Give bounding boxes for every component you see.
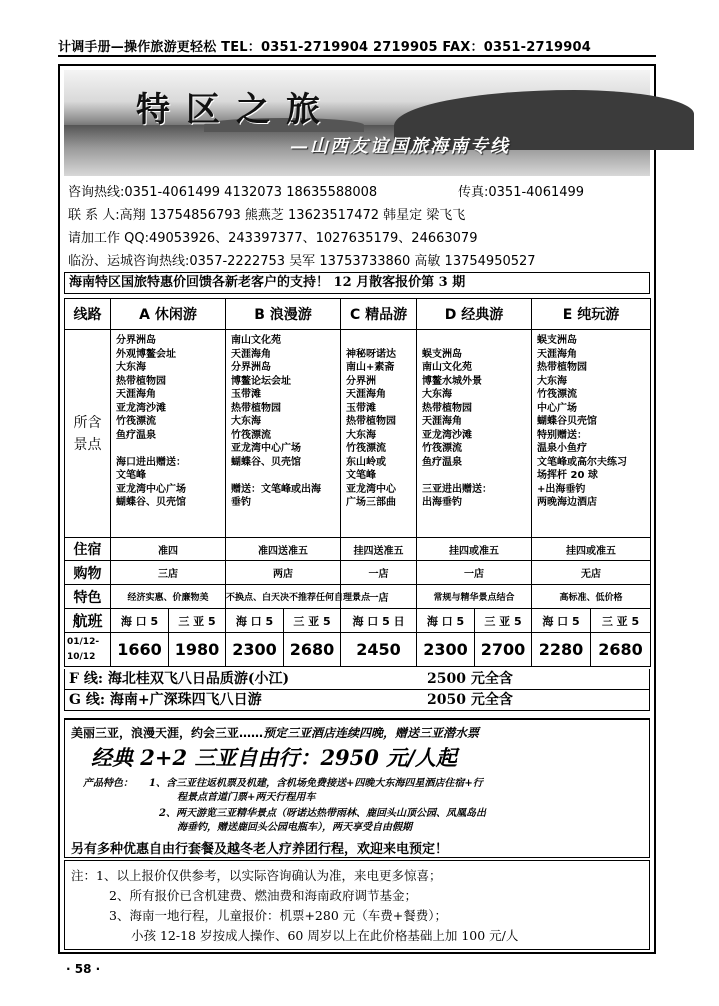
spot-item: 博鳌水城外景: [422, 375, 483, 387]
route-g-price: 2050 元全含: [427, 692, 513, 708]
dep-a1: 海 口 5: [111, 609, 169, 633]
spot-item: 热带植物园: [346, 416, 397, 427]
spots-row: [65, 330, 651, 538]
notes-box: [64, 860, 650, 950]
promo-other: 另有多种优惠自由行套餐及越冬老人疗养团行程，欢迎来电预定！: [71, 842, 449, 857]
spot-item: 鱼疗温泉: [116, 429, 156, 441]
route-table: [64, 298, 651, 667]
spot-item: 大东海: [422, 389, 453, 400]
banner-subtitle: —山西友谊国旅海南专线: [290, 136, 510, 157]
header-rule: [58, 55, 656, 57]
spots-b: [226, 330, 341, 538]
spot-item: 大东海: [537, 375, 568, 387]
shopping-b: 两店: [226, 561, 341, 585]
route-g-label: G 线: 海南+广深珠四飞八日游: [69, 692, 262, 708]
route-e: E 纯玩游: [532, 299, 651, 330]
price-d1: 2300: [417, 633, 475, 667]
shopping-label: 购物: [65, 561, 111, 585]
route-header-row: [65, 299, 651, 330]
spot-item: 天涯海角: [231, 348, 271, 360]
feature-label: 特色: [65, 585, 111, 609]
promo-feature-1a: 1、含三亚往返机票及机建，含机场免费接送+四晚大东海四星酒店住宿+行: [149, 778, 483, 789]
spot-item: 赠送：文笔峰或出海: [231, 483, 321, 495]
contact-transport: 临汾、运城咨询热线:0357-2222753 吴军 13753733860 高敏 13754950527: [68, 254, 536, 269]
spot-item: 文笔峰或高尔夫练习: [537, 456, 628, 468]
spot-item: 天涯海角: [346, 389, 387, 400]
contact-qq: 请加工作 QQ:49053926、243397377、1027635179、24663079: [68, 231, 478, 246]
spot-item: 竹筏漂流: [422, 443, 463, 454]
spot-item: 竹筏漂流: [346, 443, 387, 454]
spot-item: 热带植物园: [537, 362, 588, 373]
note-1: 注：1、以上报价仅供参考，以实际咨询确认为准，来电更多惊喜；: [71, 868, 442, 883]
shopping-a: 三店: [111, 561, 226, 585]
route-f-price: 2500 元全含: [427, 671, 513, 687]
spot-item: 蜈支洲岛: [537, 335, 578, 346]
spot-item: 天涯海角: [537, 348, 578, 360]
spot-item: 热带植物园: [231, 402, 281, 414]
price-d2: 2700: [475, 633, 532, 667]
ad-frame: [58, 64, 656, 954]
lodging-b: 准四送准五: [226, 538, 341, 561]
spot-item: 热带植物园: [116, 375, 166, 387]
feature-b: 不换点、白天决不推荐任何自理景点: [226, 585, 341, 609]
spot-item: 亚龙湾中心: [346, 483, 397, 495]
feature-d: 常规与精华景点结合: [417, 585, 532, 609]
shopping-c: 一店: [341, 561, 417, 585]
dep-e2: 三 亚 5: [591, 609, 651, 633]
dep-d2: 三 亚 5: [475, 609, 532, 633]
spot-item: 天涯海角: [116, 389, 156, 400]
promo-feature-1b: 程景点首道门票+两天行程用车: [177, 792, 316, 803]
spot-item: 亚龙湾沙滩: [422, 429, 473, 441]
spot-item: 海口进出赠送：: [116, 456, 186, 468]
lodging-label: 住宿: [65, 538, 111, 561]
spot-item: 三亚进出赠送：: [422, 483, 493, 495]
spot-item: 场挥杆 20 球: [537, 470, 598, 481]
feature-a: 经济实惠、价廉物美: [111, 585, 226, 609]
spot-item: 南山文化苑: [422, 362, 473, 373]
spot-item: 南山+素斋: [346, 362, 395, 373]
route-g: [64, 690, 650, 711]
price-a1: 1660: [111, 633, 169, 667]
spot-item: 亚龙湾沙滩: [116, 402, 166, 414]
spot-item: 中心广场: [537, 402, 578, 414]
note-3: 3、海南一地行程，儿童报价：机票+280 元（车费+餐费）；: [109, 908, 447, 923]
promo-feature-title: 产品特色：: [83, 778, 133, 789]
dep-d1: 海 口 5: [417, 609, 475, 633]
promo-line1-text: 美丽三亚，浪漫天涯，约会三亚……: [71, 726, 264, 740]
spot-item: 大东海: [231, 416, 261, 427]
price-e1: 2280: [532, 633, 591, 667]
promo-box: [64, 718, 650, 858]
spot-item: 玉带滩: [231, 389, 261, 400]
date-end: 10/12: [67, 651, 96, 662]
lodging-row: [65, 538, 651, 561]
spot-item: 竹筏漂流: [116, 416, 156, 427]
spot-item: 竹筏漂流: [231, 429, 271, 441]
lodging-c: 挂四送准五: [341, 538, 417, 561]
price-b2: 2680: [284, 633, 341, 667]
spot-item: 大东海: [116, 362, 146, 373]
lodging-d: 挂四或准五: [417, 538, 532, 561]
spot-item: 蝴蝶谷、贝壳馆: [231, 456, 301, 468]
spot-item: 竹筏漂流: [537, 389, 578, 400]
spot-item: 分界洲岛: [231, 362, 271, 373]
header-line: 计调手册—操作旅游更轻松 TEL：0351-2719904 2719905 FAX：0351-2719904: [58, 40, 591, 55]
spot-item: 垂钓: [231, 497, 251, 508]
route-a: A 休闲游: [111, 299, 226, 330]
feature-c: 一店: [341, 585, 417, 609]
shopping-e: 无店: [532, 561, 651, 585]
spots-label-2: 景点: [73, 436, 102, 453]
page-number: · 58 ·: [66, 962, 101, 976]
spot-item: 南山文化苑: [231, 335, 281, 346]
route-d: D 经典游: [417, 299, 532, 330]
spot-item: 天涯海角: [422, 416, 463, 427]
spots-label: [65, 330, 111, 538]
date-range: [65, 633, 111, 667]
spot-item: 鱼疗温泉: [422, 456, 463, 468]
spots-e: [532, 330, 651, 538]
dep-b1: 海 口 5: [226, 609, 284, 633]
spot-item: 广场三部曲: [346, 497, 397, 508]
spot-item: 博鳌论坛会址: [231, 375, 291, 387]
spot-item: 大东海: [346, 429, 377, 441]
spot-item: 蝴蝶谷贝壳馆: [537, 416, 598, 427]
spot-item: 蝴蝶谷、贝壳馆: [116, 497, 186, 508]
spot-item: +出海垂钓: [537, 483, 586, 495]
spot-item: 分界洲岛: [116, 335, 156, 346]
lodging-e: 挂四或准五: [532, 538, 651, 561]
notice-bar: 海南特区国旅特惠价回馈各新老客户的支持！ 12 月散客报价第 3 期: [64, 272, 650, 294]
spot-item: 温泉小鱼疗: [537, 443, 588, 454]
spot-item: 出海垂钓: [422, 497, 463, 508]
promo-headline: 经典 2+2 三亚自由行：2950 元/人起: [91, 745, 457, 770]
price-a2: 1980: [169, 633, 226, 667]
spot-item: 外观博鳌会址: [116, 348, 176, 360]
dep-c1: 海 口 5 日: [341, 609, 417, 633]
promo-line1-offer: 预定三亚酒店连续四晚，赠送三亚潜水票: [263, 726, 480, 740]
flight-label: 航班: [65, 609, 111, 633]
note-2: 2、所有报价已含机建费、燃油费和海南政府调节基金；: [109, 888, 417, 903]
route-c: C 精品游: [341, 299, 417, 330]
spot-item: 东山岭或: [346, 456, 387, 468]
banner: [64, 70, 650, 176]
spot-item: 热带植物园: [422, 402, 473, 414]
departure-row: [65, 609, 651, 633]
promo-feature-2b: 海垂钓，赠送鹿回头公园电瓶车），两天享受自由假期: [177, 822, 412, 833]
price-row: [65, 633, 651, 667]
promo-line1: [71, 724, 479, 741]
dep-e1: 海 口 5: [532, 609, 591, 633]
route-f: [64, 669, 650, 690]
spots-label-1: 所含: [73, 414, 102, 431]
spot-item: 亚龙湾中心广场: [116, 483, 186, 495]
price-e2: 2680: [591, 633, 651, 667]
spot-item: 文笔峰: [346, 470, 377, 481]
dep-a2: 三 亚 5: [169, 609, 226, 633]
contact-hotline: 咨询热线:0351-4061499 4132073 18635588008: [68, 185, 378, 200]
spot-item: 特别赠送：: [537, 429, 588, 441]
spot-item: 亚龙湾中心广场: [231, 443, 301, 454]
contact-people: 联 系 人:高翔 13754856793 熊燕芝 13623517472 韩星定 梁飞飞: [68, 208, 466, 223]
spots-d: [417, 330, 532, 538]
spots-a: [111, 330, 226, 538]
shopping-d: 一店: [417, 561, 532, 585]
feature-row: [65, 585, 651, 609]
route-f-label: F 线: 海北桂双飞八日品质游(小江): [69, 671, 290, 687]
price-c1: 2450: [341, 633, 417, 667]
contact-fax: 传真:0351-4061499: [458, 185, 585, 200]
note-4: 小孩 12-18 岁按成人操作、60 周岁以上在此价格基础上加 100 元/人: [131, 928, 519, 943]
lodging-a: 准四: [111, 538, 226, 561]
feature-e: 高标准、低价格: [532, 585, 651, 609]
route-b: B 浪漫游: [226, 299, 341, 330]
spot-item: [116, 442, 223, 456]
shopping-row: [65, 561, 651, 585]
promo-feature-2a: 2、两天游览三亚精华景点（呀诺达热带雨林、鹿回头山顶公园、凤凰岛出: [159, 808, 486, 819]
spot-item: 神秘呀诺达: [346, 348, 397, 360]
dep-b2: 三 亚 5: [284, 609, 341, 633]
spot-item: 蜈支洲岛: [422, 348, 463, 360]
spot-item: 玉带滩: [346, 402, 377, 414]
spot-item: [422, 334, 529, 348]
spot-item: 两晚海边酒店: [537, 497, 598, 508]
spot-item: [346, 334, 414, 348]
price-b1: 2300: [226, 633, 284, 667]
spot-item: 分界洲: [346, 375, 377, 387]
route-label: 线路: [65, 299, 111, 330]
spot-item: [231, 469, 338, 483]
banner-title: 特区之旅: [136, 90, 336, 130]
spot-item: [422, 469, 529, 483]
date-start: 01/12-: [67, 636, 100, 647]
spots-c: [341, 330, 417, 538]
spot-item: 文笔峰: [116, 470, 146, 481]
